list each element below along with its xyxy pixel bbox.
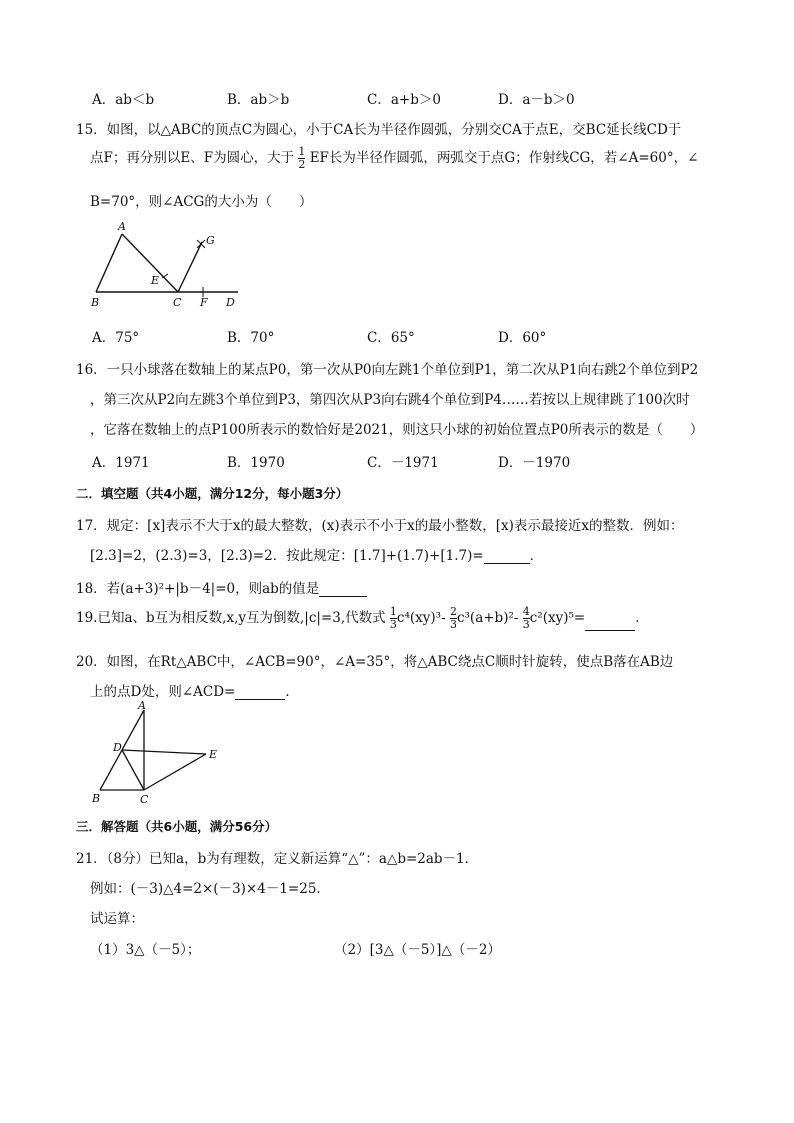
q15-line3: B=70°，则∠ACG的大小为（ ）	[90, 194, 313, 210]
q15-option-c: C．65°	[367, 330, 415, 346]
q16-option-a: A．1971	[92, 455, 150, 471]
q20-label-a: A	[138, 700, 146, 712]
q20-figure	[86, 700, 226, 808]
q19-term3: c²(xy)⁵=	[529, 610, 586, 626]
q19-frac1-num: 1	[389, 605, 397, 618]
q19-frac2-num: 2	[449, 605, 457, 618]
q19-end: ．	[635, 610, 649, 626]
q16-option-d: D．－1970	[498, 455, 571, 471]
q15-line2-a: 点F；再分别以E、F为圆心，大于	[90, 150, 295, 166]
q17-end: ．	[529, 548, 544, 564]
q15-ray-cg	[178, 242, 202, 292]
q15-label-a: A	[118, 220, 126, 233]
q16-option-c: C．－1971	[367, 455, 439, 471]
q21-line2: 例如：(－3)△4=2×(－3)×4－1=25．	[90, 881, 330, 897]
q20-line2	[90, 680, 299, 700]
q14-option-d: D．a－b＞0	[498, 92, 575, 108]
q18-answer-blank[interactable]	[319, 582, 367, 597]
q15-figure	[88, 218, 248, 310]
q15-label-f: F	[200, 296, 208, 309]
section-3-heading: 三．解答题（共6小题，满分56分）	[76, 819, 278, 834]
q15-frac-den: 2	[298, 158, 306, 171]
q19-answer-blank[interactable]	[585, 616, 635, 631]
q19-frac3-den: 3	[522, 618, 530, 631]
q16-line1: 16．一只小球落在数轴上的某点P0，第一次从P0向左跳1个单位到P1，第二次从P1向右跳2个单位到P2	[76, 362, 699, 378]
q19-frac-3	[523, 606, 530, 631]
q19-frac-2	[450, 606, 457, 631]
q19-term1: c⁴(xy)³-	[396, 610, 446, 626]
q19-term2: c³(a+b)²-	[456, 610, 519, 626]
section-2-heading: 二．填空题（共4小题，满分12分，每小题3分）	[76, 486, 349, 501]
q20-label-c: C	[140, 793, 149, 806]
q21-part1: （1）3△（－5）；	[90, 942, 201, 958]
q15-option-b: B．70°	[227, 330, 275, 346]
q19-text: 19.已知a、b互为相反数,x,y互为倒数,|c|=3,代数式	[76, 610, 386, 626]
q19-frac2-den: 3	[449, 618, 457, 631]
q15-frac-num: 1	[298, 145, 306, 158]
q20-seg-ce	[144, 754, 206, 790]
q15-label-d: D	[226, 296, 235, 309]
q17-line1: 17．规定：[x]表示不大于x的最大整数，(x)表示不小于x的最小整数，[x)表示最接近x的整数．例如：	[76, 518, 684, 534]
q14-option-b: B．ab＞b	[227, 92, 290, 108]
q15-line1: 15．如图，以△ABC的顶点C为圆心，小于CA长为半径作圆弧，分别交CA于点E，交BC延长线CD于	[76, 122, 682, 138]
q20-seg-de	[122, 750, 206, 754]
q15-line2-b: EF长为半径作圆弧，两弧交于点G；作射线CG，若∠A=60°，∠	[309, 150, 699, 166]
q15-option-d: D．60°	[498, 330, 547, 346]
q19-frac1-den: 3	[389, 618, 397, 631]
q17-answer-blank[interactable]	[484, 549, 530, 564]
q14-option-c: C．a+b＞0	[367, 92, 441, 108]
q19-frac3-num: 4	[522, 605, 530, 618]
q16-option-b: B．1970	[227, 455, 285, 471]
question-19	[76, 606, 649, 631]
q15-label-e: E	[151, 274, 160, 287]
q21-line1: 21．（8分）已知a，b为有理数，定义新运算“△”：a△b=2ab－1．	[76, 851, 479, 867]
q17-line2-text: [2.3]=2，(2.3)=3，[2.3)=2．按此规定：[1.7]+(1.7)+[1.7)=	[90, 548, 484, 564]
q14-option-a: A．ab＜b	[92, 92, 155, 108]
q20-answer-blank[interactable]	[235, 685, 285, 700]
q15-line2	[90, 146, 698, 171]
q15-seg-ac	[122, 234, 178, 292]
q15-label-c: C	[173, 296, 182, 309]
q20-seg-dc	[122, 750, 144, 790]
q20-label-d: D	[113, 741, 122, 754]
q20-end: ．	[285, 684, 299, 700]
q16-line2: ，第三次从P2向左跳3个单位到P3，第四次从P3向右跳4个单位到P4……若按以上规律跳了100次时	[90, 392, 690, 408]
q20-label-b: B	[92, 792, 101, 805]
q16-line3: ，它落在数轴上的点P100所表示的数恰好是2021，则这只小球的初始位置点P0所表示的数是（ ）	[90, 422, 704, 438]
q15-seg-ab	[96, 234, 122, 292]
question-18	[76, 577, 367, 597]
q15-label-g: G	[206, 234, 215, 247]
q15-label-b: B	[91, 296, 100, 309]
q20-label-e: E	[209, 748, 218, 761]
q15-option-a: A．75°	[92, 330, 140, 346]
q20-line2-text: 上的点D处，则∠ACD=	[90, 684, 236, 700]
q20-line1: 20．如图，在Rt△ABC中，∠ACB=90°，∠A=35°，将△ABC绕点C顺时针旋转，使点B落在AB边	[76, 654, 674, 670]
q21-line3: 试运算：	[90, 911, 144, 927]
q21-part2: （2）[3△（－5）]△（－2）	[334, 942, 501, 958]
q17-line2	[90, 544, 543, 564]
q15-fraction	[298, 146, 305, 171]
q18-text: 18．若(a+3)²+|b－4|=0，则ab的值是	[76, 581, 320, 597]
q19-frac-1	[390, 606, 397, 631]
